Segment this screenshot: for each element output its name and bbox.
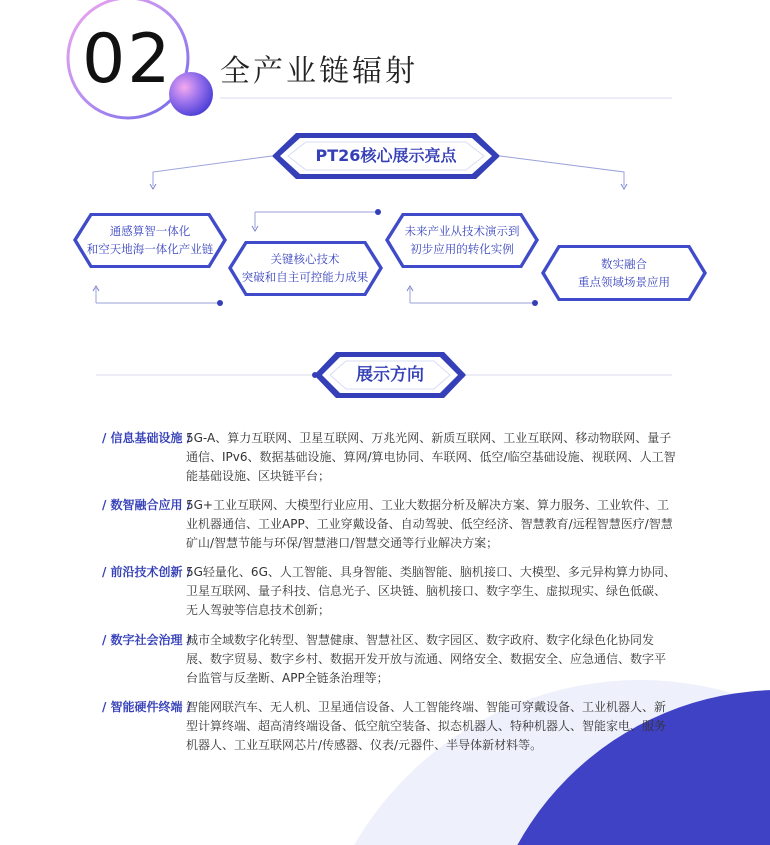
core-banner-title: PT26核心展示亮点 xyxy=(315,146,457,165)
highlight-box-2 xyxy=(235,250,375,286)
direction-banner-title: 展示方向 xyxy=(356,365,424,385)
section-number: 02 xyxy=(82,20,173,99)
highlight-4-line1: 数实融合 xyxy=(601,257,647,271)
highlight-2-line1: 关键核心技术 xyxy=(270,252,340,266)
highlight-3-line2: 初步应用的转化实例 xyxy=(410,242,514,256)
category-name: / 数智融合应用 / xyxy=(102,498,192,512)
category-name: / 前沿技术创新 / xyxy=(102,565,192,579)
highlight-4-line2: 重点领域场景应用 xyxy=(578,275,670,289)
highlight-3-line1: 未来产业从技术演示到 xyxy=(404,224,520,238)
category-text: 5G轻量化、6G、人工智能、具身智能、类脑智能、脑机接口、大模型、多元异构算力协同、卫星互联网、量子科技、信息光子、区块链、脑机接口、数字孪生、虚拟现实、绿色低碳、无人驾驶等信息技术创新； xyxy=(186,565,676,617)
category-text: 智能网联汽车、无人机、卫星通信设备、人工智能终端、智能可穿戴设备、工业机器人、新型计算终端、超高清终端设备、低空航空装备、拟态机器人、特种机器人、智能家电、服务机器人、工业互联网芯片/传感器、仪表/元器件、半导体新材料等。 xyxy=(186,700,667,752)
category-name: / 智能硬件终端 / xyxy=(102,700,192,714)
category-block xyxy=(102,631,677,691)
category-block xyxy=(102,698,677,758)
category-block xyxy=(102,496,677,556)
section-title: 全产业链辐射 xyxy=(220,54,418,89)
highlight-1-line1: 通感算智一体化 xyxy=(109,224,191,238)
category-name: / 信息基础设施 / xyxy=(102,431,192,445)
category-block xyxy=(102,563,677,623)
highlight-box-1 xyxy=(80,222,220,258)
category-text: 5G-A、算力互联网、卫星互联网、万兆光网、新质互联网、工业互联网、移动物联网、量子通信、IPv6、数据基础设施、算网/算电协同、车联网、低空/临空基础设施、视联网、人工智能基础设施、区块链平台； xyxy=(186,431,676,483)
category-name: / 数字社会治理 / xyxy=(102,633,192,647)
highlight-box-4 xyxy=(554,255,694,291)
highlight-2-line2: 突破和自主可控能力成果 xyxy=(241,270,369,284)
category-text: 5G+工业互联网、大模型行业应用、工业大数据分析及解决方案、算力服务、工业软件、工业机器通信、工业APP、工业穿戴设备、自动驾驶、低空经济、智慧教育/远程智慧医疗/智慧矿山/智慧节能与环保/智慧港口/智慧交通等行业解决方案； xyxy=(186,498,673,550)
highlight-1-line2: 和空天地海一体化产业链 xyxy=(86,242,214,256)
category-block xyxy=(102,429,677,489)
category-text: 城市全域数字化转型、智慧健康、智慧社区、数字园区、数字政府、数字化绿色化协同发展、数字贸易、数字乡村、数据开发开放与流通、网络安全、数据安全、应急通信、数字平台监管与反垄断、APP全链条治理等； xyxy=(186,633,667,685)
highlight-box-3 xyxy=(392,222,532,258)
